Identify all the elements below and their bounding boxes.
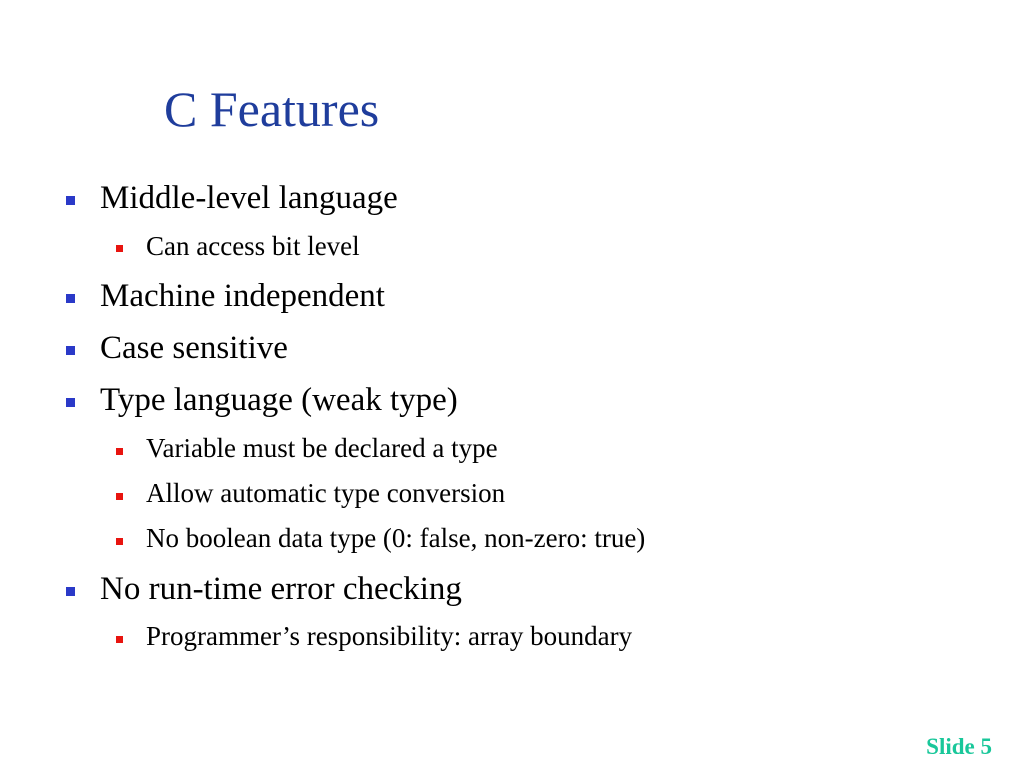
bullet-item-level1: Case sensitive bbox=[100, 330, 288, 366]
bullet-item-level1: Middle-level language bbox=[100, 180, 398, 216]
level2-bullet-icon bbox=[116, 448, 123, 455]
bullet-item-level1: Type language (weak type) bbox=[100, 382, 458, 418]
level1-bullet-icon bbox=[66, 196, 75, 205]
bullet-item-level2: No boolean data type (0: false, non-zero: true) bbox=[146, 523, 646, 553]
level2-bullet-icon bbox=[116, 245, 123, 252]
bullet-item-level2: Programmer’s responsibility: array boundary bbox=[146, 621, 633, 651]
level1-bullet-icon bbox=[66, 346, 75, 355]
level2-bullet-icon bbox=[116, 538, 123, 545]
level1-bullet-icon bbox=[66, 294, 75, 303]
level1-bullet-icon bbox=[66, 587, 75, 596]
bullet-item-level2: Allow automatic type conversion bbox=[146, 478, 506, 508]
bullet-item-level1: No run-time error checking bbox=[100, 571, 462, 607]
bullet-item-level1: Machine independent bbox=[100, 278, 385, 314]
slide-title: C Features bbox=[164, 81, 380, 137]
bullet-item-level2: Can access bit level bbox=[146, 231, 360, 261]
level2-bullet-icon bbox=[116, 636, 123, 643]
level1-bullet-icon bbox=[66, 398, 75, 407]
bullet-item-level2: Variable must be declared a type bbox=[146, 433, 498, 463]
level2-bullet-icon bbox=[116, 493, 123, 500]
slide-number: Slide 5 bbox=[926, 734, 992, 759]
